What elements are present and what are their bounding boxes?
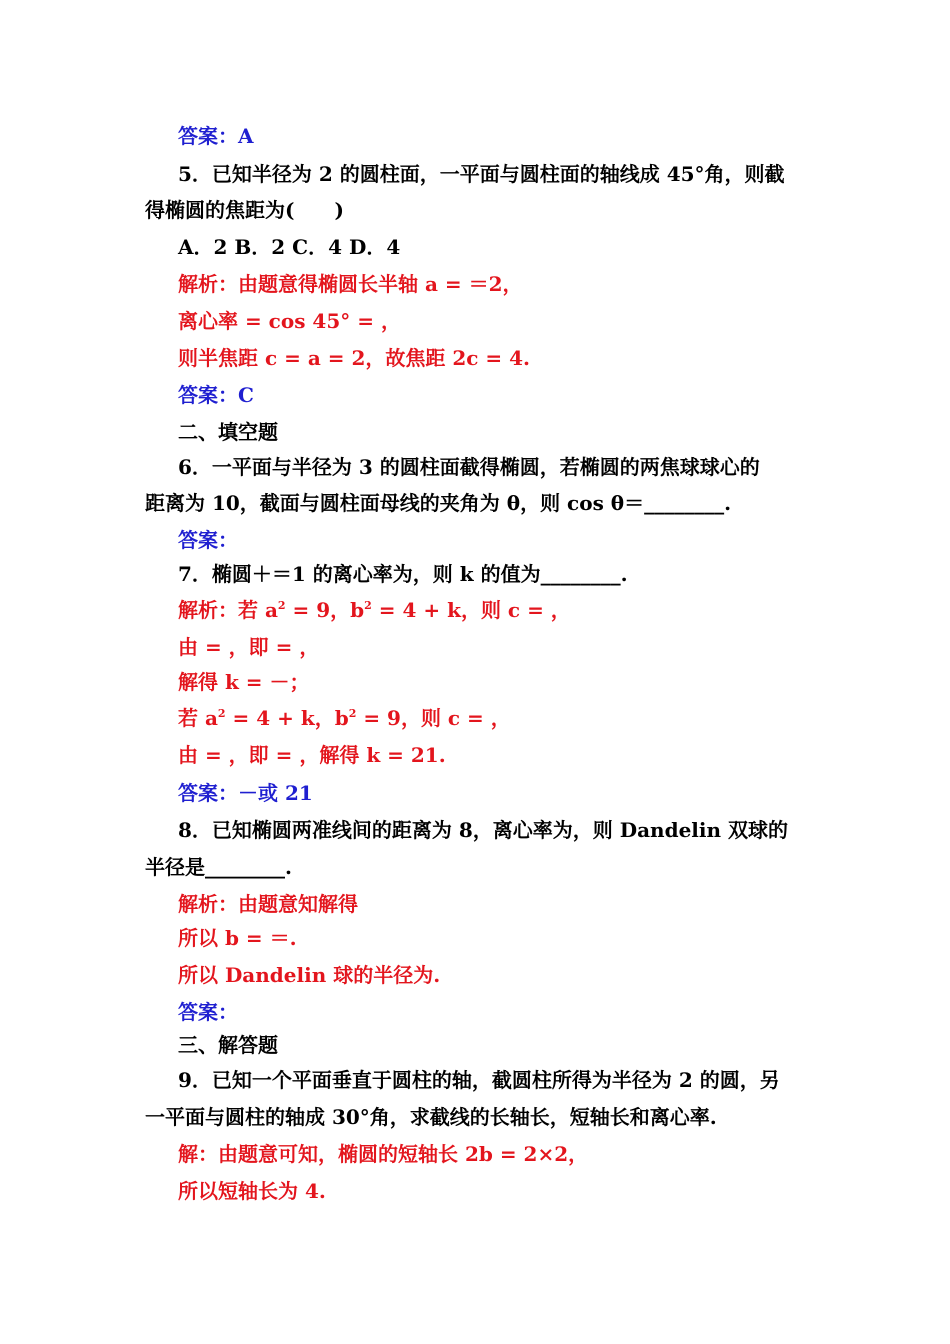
question-5-options: A．2 B．2 C．4 D．4 [178,235,401,259]
section-heading-solve: 三、解答题 [178,1033,278,1057]
section-heading-fill-in: 二、填空题 [178,420,278,444]
question-8-line-2: 半径是________. [145,855,292,879]
answer-line: 答案：A [178,124,254,148]
solution-line: 解析：若 $a^2 = 9$，$b^2 = 4 + k$，则 c = ， [178,598,571,622]
solution-line: 由 = ，即 = ，解得 k = 21. [178,743,446,767]
solution-line: 则半焦距 c = a = 2，故焦距 2c = 4. [178,346,531,370]
solution-line: 所以短轴长为 4. [178,1179,326,1203]
question-6-line-2: 距离为 10，截面与圆柱面母线的夹角为 θ，则 cos θ＝________. [145,491,732,515]
question-9-line-1: 9．已知一个平面垂直于圆柱的轴，截圆柱所得为半径为 2 的圆，另 [178,1068,780,1092]
question-9-line-2: 一平面与圆柱的轴成 30°角，求截线的长轴长，短轴长和离心率. [145,1105,717,1129]
answer-line: 答案：－或 21 [178,781,313,805]
solution-line: 解得 k = －； [178,670,310,694]
solution-line: 解析：由题意得椭圆长半轴 a = ＝2， [178,272,523,296]
solution-line: 解：由题意可知，椭圆的短轴长 2b = 2×2， [178,1142,589,1166]
question-5-line-1: 5．已知半径为 2 的圆柱面，一平面与圆柱面的轴线成 45°角，则截 [178,162,785,186]
answer-line: 答案： [178,1000,238,1024]
solution-line: 由 = ，即 = ， [178,635,320,659]
question-8-line-1: 8．已知椭圆两准线间的距离为 8，离心率为，则 Dandelin 双球的 [178,818,789,842]
solution-line: 所以 b = ＝. [178,926,297,950]
answer-line: 答案：C [178,383,254,407]
solution-line: 离心率 = cos 45° = ， [178,309,401,333]
solution-line: 解析：由题意知解得 [178,892,358,916]
solution-line: 所以 Dandelin 球的半径为. [178,963,441,987]
question-5-line-2: 得椭圆的焦距为( ) [145,198,344,222]
question-6-line-1: 6．一平面与半径为 3 的圆柱面截得椭圆，若椭圆的两焦球球心的 [178,455,760,479]
question-7-line: 7．椭圆＋＝1 的离心率为，则 k 的值为________. [178,562,628,586]
solution-line: 若 $a^2 = 4 + k$，$b^2 = 9$，则 c = ， [178,706,511,730]
answer-line: 答案： [178,528,238,552]
